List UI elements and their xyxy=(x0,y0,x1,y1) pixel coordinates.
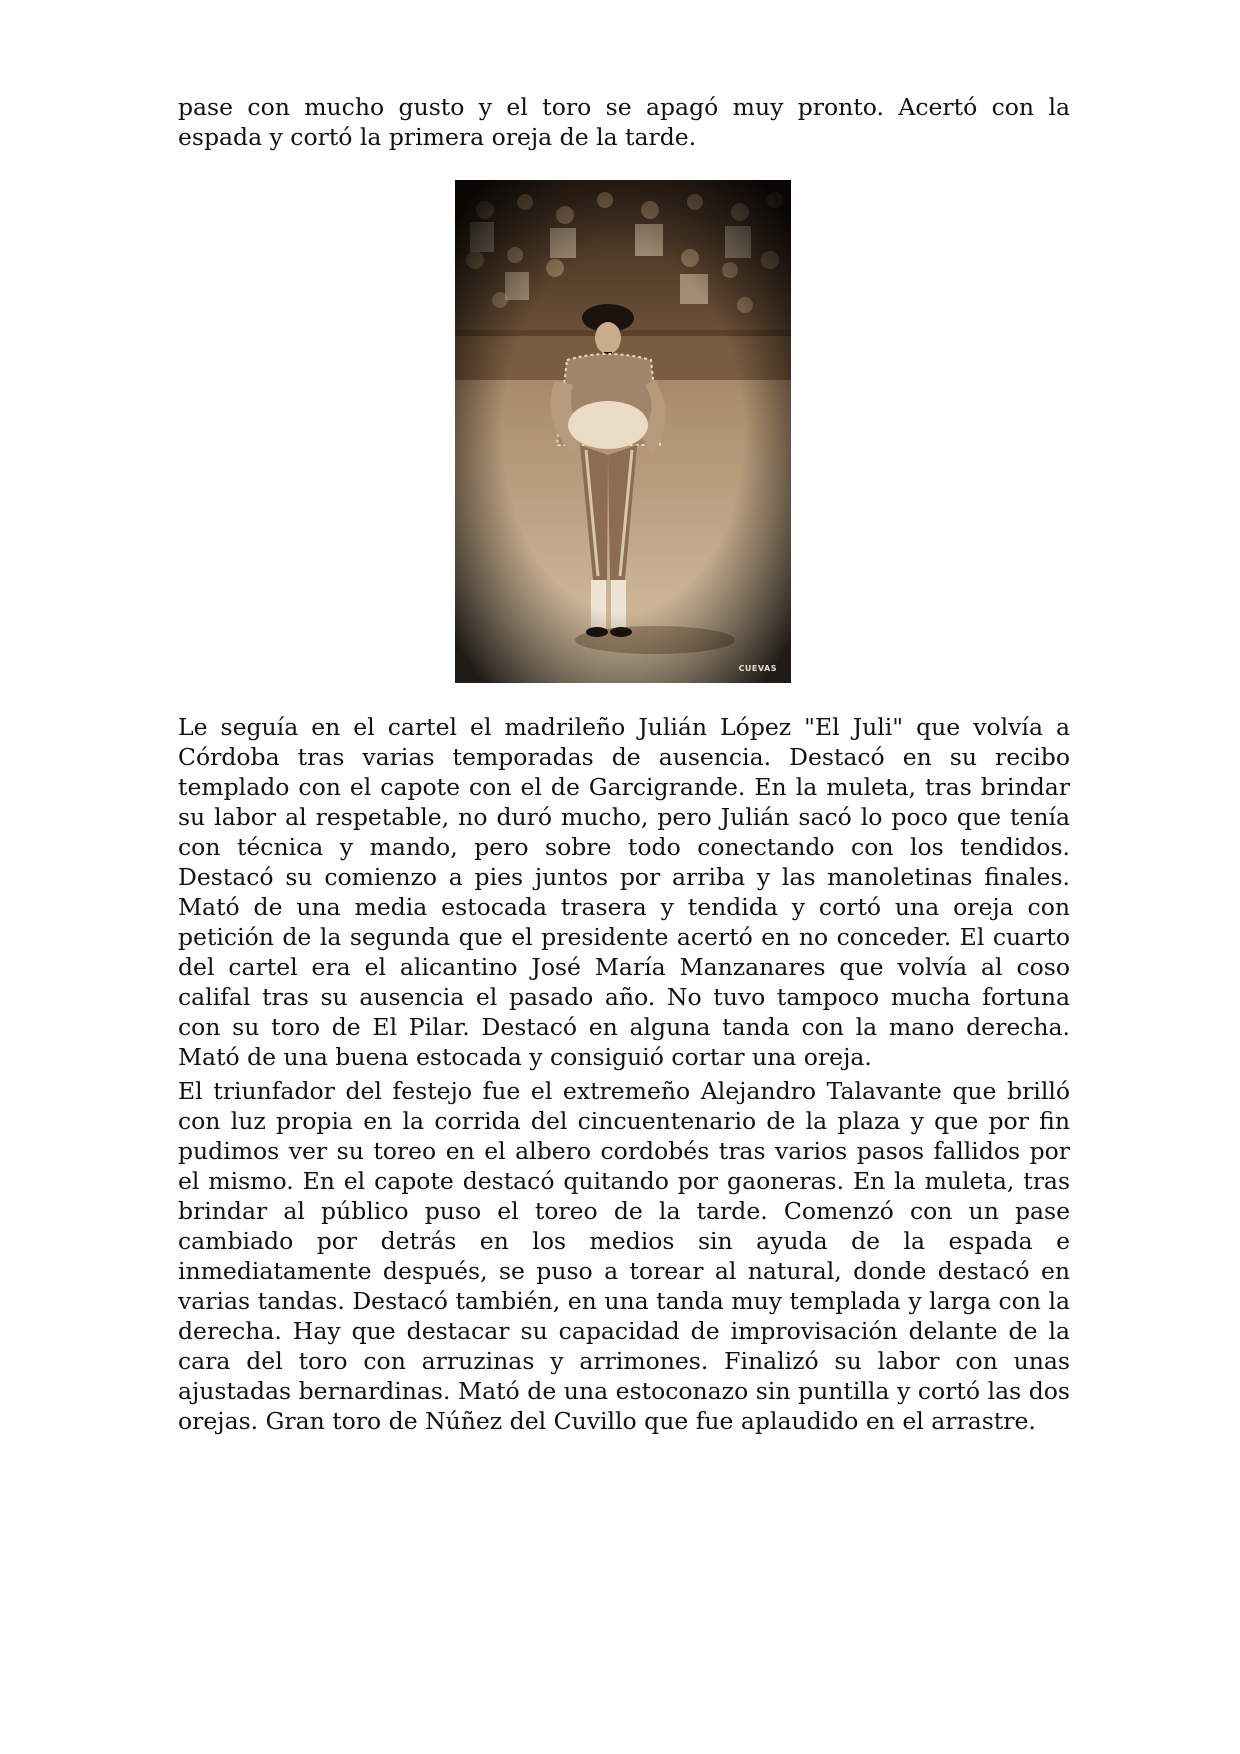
photo-watermark: CUEVAS xyxy=(738,664,777,673)
bullfighter-photo-illustration xyxy=(455,180,791,683)
intro-paragraph: pase con mucho gusto y el toro se apagó muy pronto. Acertó con la espada y cortó la primera oreja de la tarde. xyxy=(178,93,1070,151)
juli-paragraph: Le seguía en el cartel el madrileño Julián López "El Juli" que volvía a Córdoba tras varias temporadas de ausencia. Destacó en su recibo templado con el capote con el de Garcigrande. En la muleta, tras brindar su labor al respetable, no duró mucho, pero Julián sacó lo poco que tenía con técnica y mando, pero sobre todo conectando con los tendidos. Destacó su comienzo a pies juntos por arriba y las manoletinas finales. Mató de una media estocada trasera y tendida y cortó una oreja con petición de la segunda que el presidente acertó en no conceder. El cuarto del cartel era el alicantino José María Manzanares que volvía al coso califal tras su ausencia el pasado año. No tuvo tampoco mucha fortuna con su toro de El Pilar. Destacó en alguna tanda con la mano derecha. Mató de una buena estocada y consiguió cortar una oreja. xyxy=(178,713,1070,1071)
bullfighter-photo xyxy=(455,180,791,683)
talavante-paragraph: El triunfador del festejo fue el extremeño Alejandro Talavante que brilló con luz propia en la corrida del cincuentenario de la plaza y que por fin pudimos ver su toreo en el albero cordobés tras varios pasos fallidos por el mismo. En el capote destacó quitando por gaoneras. En la muleta, tras brindar al público puso el toreo de la tarde. Comenzó con un pase cambiado por detrás en los medios sin ayuda de la espada e inmediatamente después, se puso a torear al natural, donde destacó en varias tandas. Destacó también, en una tanda muy templada y larga con la derecha. Hay que destacar su capacidad de improvisación delante de la cara del toro con arruzinas y arrimones. Finalizó su labor con unas ajustadas bernardinas. Mató de una estoconazo sin puntilla y cortó las dos orejas. Gran toro de Núñez del Cuvillo que fue aplaudido en el arrastre. xyxy=(178,1077,1070,1435)
